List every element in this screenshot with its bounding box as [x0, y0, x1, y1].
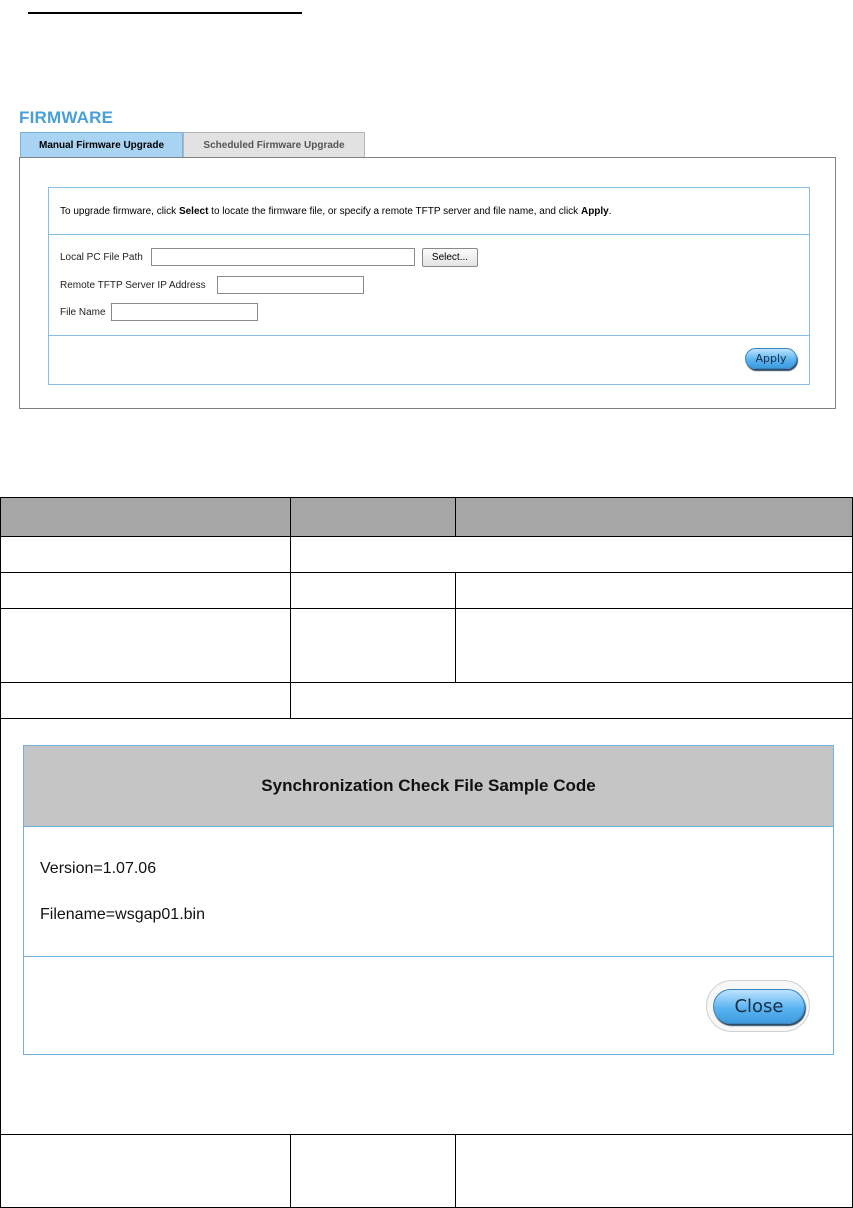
- table-row-2-cell-1: [0, 572, 291, 609]
- form-divider-top: [49, 234, 809, 235]
- select-file-button[interactable]: Select...: [422, 248, 478, 267]
- tftp-address-input[interactable]: [217, 276, 364, 294]
- table-row-3-cell-2: [290, 608, 456, 683]
- local-path-input[interactable]: [151, 248, 415, 266]
- sync-dialog-title: Synchronization Check File Sample Code: [24, 746, 833, 827]
- close-button[interactable]: Close: [713, 989, 805, 1024]
- table-row-4-cell-1: [0, 682, 291, 719]
- sync-filename-line: Filename=wsgap01.bin: [40, 906, 205, 923]
- tftp-address-label: Remote TFTP Server IP Address: [60, 280, 206, 291]
- table-header-cell-1: [0, 497, 291, 537]
- sync-dialog-divider: [24, 956, 833, 957]
- instruction-text-2: to locate the firmware file, or specify a remote TFTP server and file name, and click: [208, 206, 581, 217]
- apply-button[interactable]: Apply: [745, 348, 797, 369]
- table-row-1-cell-1: [0, 536, 291, 573]
- instruction-apply-emphasis: Apply: [580, 206, 609, 217]
- sync-version-line: Version=1.07.06: [40, 860, 157, 877]
- table-row-6-cell-2: [290, 1134, 456, 1208]
- table-row-6-cell-3: [455, 1134, 853, 1208]
- table-row-1-cell-2: [290, 536, 853, 573]
- instruction-text: To upgrade firmware, click: [60, 206, 179, 217]
- local-path-label: Local PC File Path: [60, 252, 143, 263]
- table-row-4-cell-2: [290, 682, 853, 719]
- table-row-6-cell-1: [0, 1134, 291, 1208]
- table-row-2-cell-3: [455, 572, 853, 609]
- table-row-2-cell-2: [290, 572, 456, 609]
- table-header-cell-2: [290, 497, 456, 537]
- form-divider-bottom: [49, 335, 809, 336]
- file-name-label: File Name: [60, 307, 106, 318]
- firmware-title: FIRMWARE: [19, 108, 114, 127]
- upgrade-instructions: [60, 206, 612, 217]
- heading-underline: [28, 12, 302, 14]
- table-row-3-cell-1: [0, 608, 291, 683]
- table-row-3-cell-3: [455, 608, 853, 683]
- instruction-select-emphasis: Select: [178, 206, 209, 217]
- instruction-period: .: [608, 206, 612, 217]
- table-header-cell-3: [455, 497, 853, 537]
- tab-scheduled-firmware-upgrade[interactable]: Scheduled Firmware Upgrade: [183, 132, 365, 157]
- file-name-input[interactable]: [111, 303, 258, 321]
- tab-manual-firmware-upgrade[interactable]: Manual Firmware Upgrade: [20, 132, 183, 157]
